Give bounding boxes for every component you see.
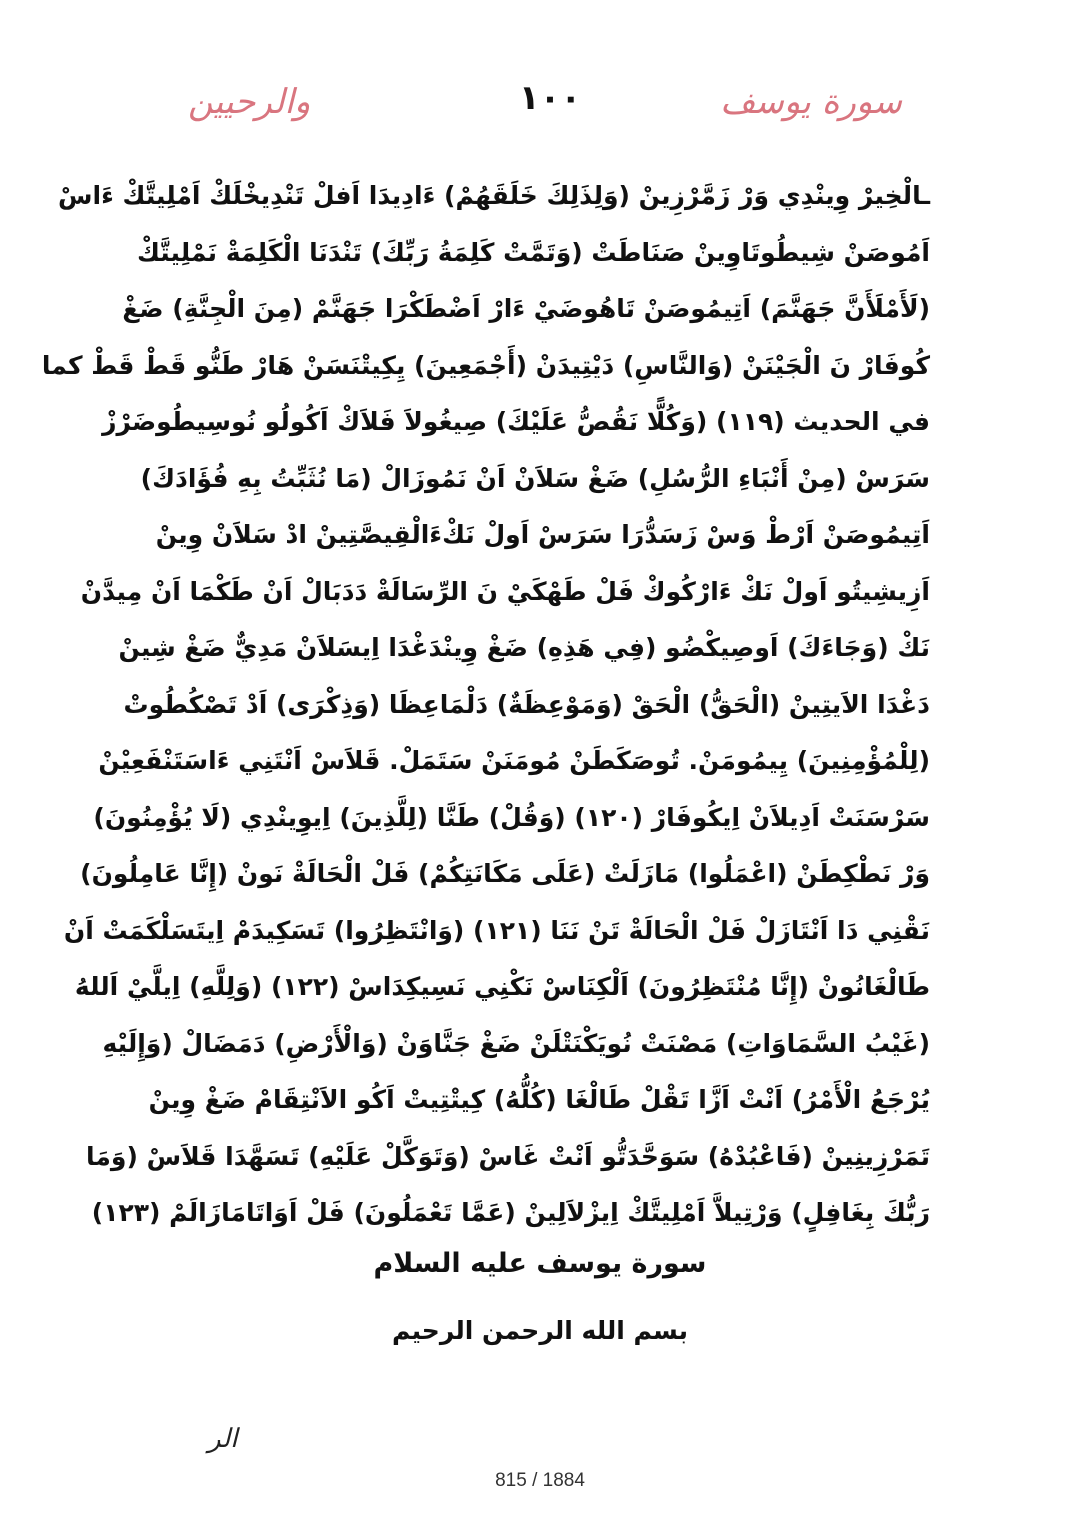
text-line: يُرْجَعُ الْأَمْرُ) اَنْتْ اَزَّا تَقْلْ طَالْغَا (كُلُّهُ) كِيتْتِيتْ اَكُو الاَنْتِقَامْ ضَغْ وِينْ [148,1085,930,1114]
text-line: كُوفَارْ نَ الْجَيْنَنْ (وَالنَّاسِ) دَيْتِيدَنْ (أَجْمَعِينَ) يِكِيتْنَسَنْ هَارْ طَنُّو قَطْ قَطْ كما [41,350,930,380]
text-line: نَكْ (وَجَاءَكَ) اَوصِيكْضُو (فِي هَذِهِ) ضَغْ وِينْدَغْدَا اِيسَلاَنْ مَدِيٌّ ضَغْ شِينْ [118,633,930,662]
text-line: طَالْغَانُونْ (إِنَّا مُنْتَظِرُونَ) اَلْكِنَاسْ نَكْنِي نَسِيكِدَاسْ (١٢٢) (وَلِلَّهِ) اِيلَّيْ اَللهُ [74,972,930,1001]
text-line: نَقْنِي دَا اَنْتَازَلْ فَلْ الْحَالَةْ تَنْ نَنَا (١٢١) (وَانْتَظِرُوا) تَسَكِيدَمْ اِيتَسَلْكَمَتْ اَنْ [63,915,930,945]
page-header [0,72,1080,142]
body-text [41,168,930,1242]
text-line: (لَأَمْلَأَنَّ جَهَنَّمَ) اَتِيمُوصَنْ تَاهُوضَيْ ءَارْ اَضْطَكْرَا جَهَنَّمْ (مِنَ الْجِنَّةِ) ضَغْ [122,294,930,323]
page-counter: 815 / 1884 [495,1470,585,1491]
text-line: اَتِيمُوصَنْ اَرْطْ وَسْ زَسَدُّرَا سَرَسْ اَولْ نَكْءَالْقِيصَّتِينْ ادْ سَلاَنْ وِينْ [155,520,930,549]
text-line: سَرَسْ (مِنْ أَنْبَاءِ الرُّسُلِ) ضَغْ سَلاَنْ اَنْ نَمُوزَالْ (مَا نُثَبِّتُ بِهِ فُؤَادَكَ) [140,463,930,493]
text-line: تَمَرْزِينِينْ (فَاعْبُدْهُ) سَوَحَّدَتُّو اَنْتْ غَاسْ (وَتَوَكَّلْ عَلَيْهِ) تَسَهَّدَا قَلاَسْ (وَمَا [86,1141,930,1171]
text-line: ـالْخِيرْ وِينْدِي وَرْ زَمَّرْزِينْ (وَلِذَلِكَ خَلَقَهُمْ) ءَادِيدَا اَفلْ تَنْدِيخْلَكْ اَمْلِيتَّكْ ءَاسْ [58,181,930,210]
surah-margin-note: سورة يوسف [720,82,902,122]
text-line: سَرْسَنَتْ اَدِيلاَنْ اِيكُوفَارْ (١٢٠) (وَقُلْ) طَنَّا (لِلَّذِينَ) اِيوِينْدِي (لَا يُؤْمِنُونَ) [93,802,930,832]
surah-title: سورة يوسف عليه السلام [373,1248,707,1279]
text-line: وَرْ نَطْكِطَنْ (اعْمَلُوا) مَازَلَتْ (عَلَى مَكَانَتِكُمْ) فَلْ الْحَالَةْ نَونْ (إِنَّا عَامِلُونَ) [80,859,930,888]
text-line: دَغْدَا الاَيتِينْ (الْحَقُّ) الْحَقْ (وَمَوْعِظَةٌ) دَلْمَاعِظَا (وَذِكْرَى) اَدْ تَصْكُطُوتْ [123,689,930,719]
catchword: الر [208,1424,238,1454]
text-line: اَزِيشِيتُو اَولْ نَكْ ءَارْكُوكْ فَلْ طَهْكَيْ نَ الرِّسَالَةْ دَدَبَالْ اَنْ طَكْمَا اَنْ مِيدَّنْ [80,576,930,606]
text-line: (غَيْبُ السَّمَاوَاتِ) مَصْنَتْ نُويَكْنَتْلَنْ ضَغْ جَنَّاوَنْ (وَالْأَرْضِ) دَمَضَالْ (وَإِلَيْهِ [102,1028,930,1058]
basmala: بسم الله الرحمن الرحيم [392,1316,688,1345]
text-line: اَمُوصَنْ شِيطُوتَاوِينْ صَنَاطَتْ (وَتَمَّتْ كَلِمَةُ رَبِّكَ) تَنْدَنَا الْكَلِمَةْ نَمْلِيتَّكْ [137,237,930,267]
handwritten-margin-note: والرحيين [188,82,311,122]
text-line: رَبُّكَ بِغَافِلٍ) وَرْتِيلاَّ اَمْلِيتَّكْ اِيزْلاَلِينْ (عَمَّا تَعْمَلُونَ) فَلْ اَوَاتَامَازَالَمْ (١٢٣) [91,1198,930,1227]
text-line: (لِلْمُؤْمِنِينَ) يِيمُومَنْ. تُوصَكَطَنْ مُومَنَنْ سَتَمَلْ. قَلاَسْ اَنْتَنِي ءَاسَتَنْفَعِيْنْ [98,746,930,775]
text-line: في الحديث (١١٩) (وَكُلًّا نَقُصُّ عَلَيْكَ) صِيغُولاَ فَلاَكْ اَكُولُو نُوسِيطُوضَرْزْ [102,407,930,436]
page-number: ١٠٠ [518,78,582,118]
